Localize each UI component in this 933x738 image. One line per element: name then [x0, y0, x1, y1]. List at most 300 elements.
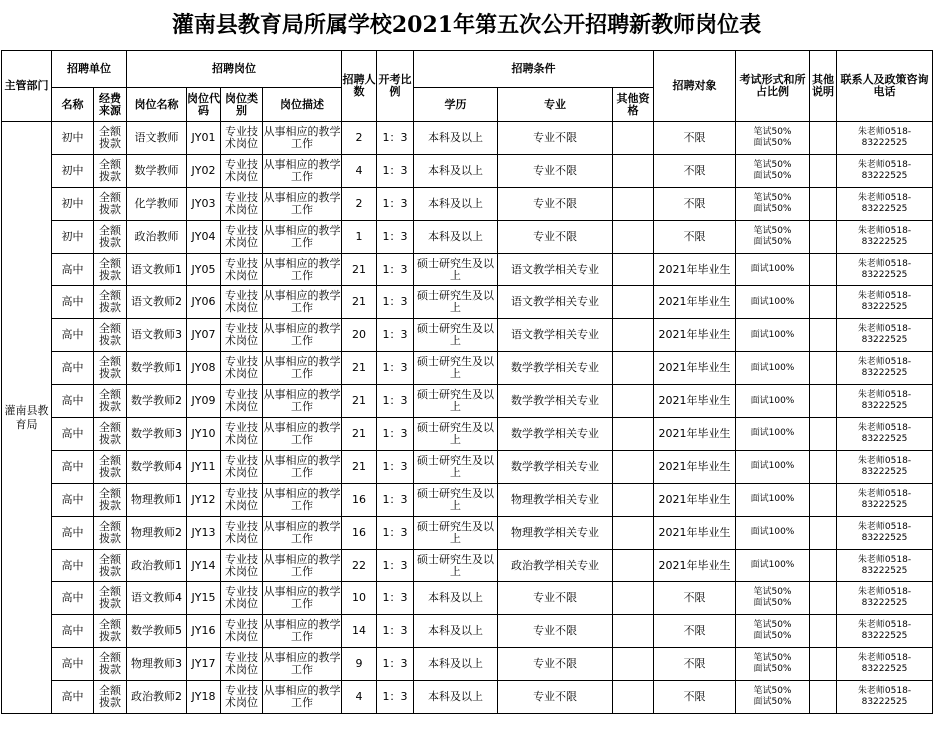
- header-post-name: 岗位名称: [127, 88, 187, 122]
- cell-contact: 朱老师0518-83222525: [837, 615, 933, 648]
- cell-unit: 初中: [52, 187, 94, 220]
- cell-post-name: 政治教师1: [127, 549, 187, 582]
- cell-post-type: 专业技术岗位: [221, 483, 263, 516]
- cell-funding: 全额拨款: [94, 220, 127, 253]
- cell-post-code: JY16: [187, 615, 221, 648]
- cell-exam: 笔试50% 面试50%: [736, 615, 810, 648]
- cell-ratio: 1：3: [377, 549, 414, 582]
- cell-count: 22: [342, 549, 377, 582]
- cell-contact: 朱老师0518-83222525: [837, 582, 933, 615]
- cell-count: 21: [342, 352, 377, 385]
- cell-post-type: 专业技术岗位: [221, 352, 263, 385]
- cell-post-code: JY10: [187, 418, 221, 451]
- cell-major: 语文教学相关专业: [498, 319, 613, 352]
- cell-post-type: 专业技术岗位: [221, 319, 263, 352]
- cell-count: 20: [342, 319, 377, 352]
- table-row: [2, 122, 933, 155]
- header-conditions: 招聘条件: [414, 51, 654, 88]
- cell-count: 2: [342, 122, 377, 155]
- cell-funding: 全额拨款: [94, 615, 127, 648]
- cell-target: 不限: [654, 648, 736, 681]
- cell-exam: 面试100%: [736, 319, 810, 352]
- cell-funding: 全额拨款: [94, 549, 127, 582]
- cell-post-code: JY15: [187, 582, 221, 615]
- cell-other-note: [810, 418, 837, 451]
- cell-post-code: JY18: [187, 681, 221, 714]
- cell-ratio: 1：3: [377, 319, 414, 352]
- table-row: [2, 516, 933, 549]
- cell-post-name: 数学教师2: [127, 385, 187, 418]
- cell-ratio: 1：3: [377, 385, 414, 418]
- cell-exam: 笔试50% 面试50%: [736, 681, 810, 714]
- cell-funding: 全额拨款: [94, 154, 127, 187]
- cell-other-note: [810, 549, 837, 582]
- cell-post-code: JY02: [187, 154, 221, 187]
- cell-contact: 朱老师0518-83222525: [837, 154, 933, 187]
- cell-unit: 高中: [52, 385, 94, 418]
- table-row: [2, 220, 933, 253]
- cell-exam: 笔试50% 面试50%: [736, 582, 810, 615]
- cell-ratio: 1：3: [377, 286, 414, 319]
- header-education: 学历: [414, 88, 498, 122]
- cell-contact: 朱老师0518-83222525: [837, 286, 933, 319]
- header-funding: 经费来源: [94, 88, 127, 122]
- cell-funding: 全额拨款: [94, 582, 127, 615]
- cell-post-desc: 从事相应的教学工作: [263, 450, 342, 483]
- cell-major: 专业不限: [498, 122, 613, 155]
- cell-education: 硕士研究生及以上: [414, 286, 498, 319]
- cell-education: 硕士研究生及以上: [414, 516, 498, 549]
- table-row: [2, 154, 933, 187]
- cell-post-type: 专业技术岗位: [221, 385, 263, 418]
- cell-ratio: 1：3: [377, 516, 414, 549]
- header-other-qual: 其他资格: [613, 88, 654, 122]
- table-row: [2, 582, 933, 615]
- cell-exam: 面试100%: [736, 286, 810, 319]
- cell-funding: 全额拨款: [94, 122, 127, 155]
- cell-contact: 朱老师0518-83222525: [837, 418, 933, 451]
- cell-other-note: [810, 483, 837, 516]
- header-post: 招聘岗位: [127, 51, 342, 88]
- cell-count: 16: [342, 483, 377, 516]
- cell-major: 专业不限: [498, 615, 613, 648]
- cell-post-type: 专业技术岗位: [221, 253, 263, 286]
- cell-post-code: JY09: [187, 385, 221, 418]
- cell-post-name: 数学教师: [127, 154, 187, 187]
- cell-ratio: 1：3: [377, 615, 414, 648]
- cell-major: 专业不限: [498, 187, 613, 220]
- cell-unit: 高中: [52, 615, 94, 648]
- cell-exam: 笔试50% 面试50%: [736, 122, 810, 155]
- cell-target: 不限: [654, 154, 736, 187]
- cell-unit: 高中: [52, 352, 94, 385]
- cell-other-qual: [613, 122, 654, 155]
- cell-target: 不限: [654, 220, 736, 253]
- cell-contact: 朱老师0518-83222525: [837, 681, 933, 714]
- cell-other-qual: [613, 220, 654, 253]
- cell-post-code: JY14: [187, 549, 221, 582]
- cell-major: 语文教学相关专业: [498, 253, 613, 286]
- cell-other-qual: [613, 286, 654, 319]
- cell-target: 2021年毕业生: [654, 286, 736, 319]
- cell-other-qual: [613, 615, 654, 648]
- cell-ratio: 1：3: [377, 418, 414, 451]
- cell-post-code: JY17: [187, 648, 221, 681]
- cell-ratio: 1：3: [377, 648, 414, 681]
- header-post-desc: 岗位描述: [263, 88, 342, 122]
- cell-other-qual: [613, 385, 654, 418]
- cell-post-name: 物理教师3: [127, 648, 187, 681]
- page-title: 灌南县教育局所属学校2021年第五次公开招聘新教师岗位表: [171, 12, 762, 38]
- cell-ratio: 1：3: [377, 681, 414, 714]
- cell-target: 2021年毕业生: [654, 483, 736, 516]
- cell-funding: 全额拨款: [94, 681, 127, 714]
- cell-major: 专业不限: [498, 582, 613, 615]
- cell-post-name: 数学教师1: [127, 352, 187, 385]
- table-row: [2, 319, 933, 352]
- cell-target: 不限: [654, 187, 736, 220]
- cell-funding: 全额拨款: [94, 187, 127, 220]
- cell-education: 本科及以上: [414, 615, 498, 648]
- cell-funding: 全额拨款: [94, 483, 127, 516]
- cell-unit: 高中: [52, 418, 94, 451]
- cell-other-note: [810, 286, 837, 319]
- cell-post-code: JY07: [187, 319, 221, 352]
- cell-post-desc: 从事相应的教学工作: [263, 615, 342, 648]
- cell-education: 本科及以上: [414, 648, 498, 681]
- cell-post-type: 专业技术岗位: [221, 122, 263, 155]
- cell-contact: 朱老师0518-83222525: [837, 385, 933, 418]
- header-unit: 招聘单位: [52, 51, 127, 88]
- cell-target: 2021年毕业生: [654, 450, 736, 483]
- cell-other-qual: [613, 582, 654, 615]
- cell-exam: 笔试50% 面试50%: [736, 154, 810, 187]
- cell-count: 21: [342, 253, 377, 286]
- cell-target: 2021年毕业生: [654, 319, 736, 352]
- cell-count: 21: [342, 418, 377, 451]
- cell-post-type: 专业技术岗位: [221, 615, 263, 648]
- cell-other-note: [810, 385, 837, 418]
- cell-post-desc: 从事相应的教学工作: [263, 352, 342, 385]
- cell-exam: 面试100%: [736, 483, 810, 516]
- cell-exam: 面试100%: [736, 418, 810, 451]
- cell-other-qual: [613, 450, 654, 483]
- cell-other-qual: [613, 418, 654, 451]
- cell-department: 灌南县教育局: [2, 122, 52, 714]
- cell-post-name: 政治教师: [127, 220, 187, 253]
- cell-other-note: [810, 516, 837, 549]
- cell-major: 专业不限: [498, 648, 613, 681]
- cell-post-name: 数学教师4: [127, 450, 187, 483]
- cell-target: 不限: [654, 582, 736, 615]
- header-count: 招聘人数: [342, 51, 377, 122]
- cell-exam: 面试100%: [736, 253, 810, 286]
- cell-post-code: JY12: [187, 483, 221, 516]
- cell-count: 21: [342, 450, 377, 483]
- cell-major: 物理教学相关专业: [498, 483, 613, 516]
- cell-post-desc: 从事相应的教学工作: [263, 418, 342, 451]
- cell-funding: 全额拨款: [94, 648, 127, 681]
- cell-contact: 朱老师0518-83222525: [837, 122, 933, 155]
- cell-other-qual: [613, 154, 654, 187]
- cell-funding: 全额拨款: [94, 253, 127, 286]
- cell-post-desc: 从事相应的教学工作: [263, 681, 342, 714]
- table-row: [2, 648, 933, 681]
- header-post-code: 岗位代码: [187, 88, 221, 122]
- cell-post-desc: 从事相应的教学工作: [263, 582, 342, 615]
- cell-other-qual: [613, 187, 654, 220]
- cell-education: 硕士研究生及以上: [414, 418, 498, 451]
- cell-post-desc: 从事相应的教学工作: [263, 187, 342, 220]
- header-name: 名称: [52, 88, 94, 122]
- cell-post-name: 物理教师2: [127, 516, 187, 549]
- cell-post-desc: 从事相应的教学工作: [263, 286, 342, 319]
- cell-unit: 高中: [52, 286, 94, 319]
- cell-other-qual: [613, 681, 654, 714]
- cell-post-name: 语文教师2: [127, 286, 187, 319]
- cell-post-code: JY04: [187, 220, 221, 253]
- recruitment-table: [1, 50, 933, 714]
- cell-education: 硕士研究生及以上: [414, 319, 498, 352]
- cell-count: 16: [342, 516, 377, 549]
- cell-education: 硕士研究生及以上: [414, 450, 498, 483]
- cell-contact: 朱老师0518-83222525: [837, 220, 933, 253]
- header-post-type: 岗位类别: [221, 88, 263, 122]
- cell-unit: 高中: [52, 319, 94, 352]
- cell-contact: 朱老师0518-83222525: [837, 253, 933, 286]
- cell-count: 21: [342, 385, 377, 418]
- cell-ratio: 1：3: [377, 253, 414, 286]
- cell-post-code: JY06: [187, 286, 221, 319]
- cell-major: 语文教学相关专业: [498, 286, 613, 319]
- cell-exam: 面试100%: [736, 352, 810, 385]
- cell-post-code: JY11: [187, 450, 221, 483]
- header-dept: 主管部门: [2, 51, 52, 122]
- cell-target: 2021年毕业生: [654, 352, 736, 385]
- cell-post-desc: 从事相应的教学工作: [263, 648, 342, 681]
- cell-contact: 朱老师0518-83222525: [837, 648, 933, 681]
- cell-post-name: 数学教师3: [127, 418, 187, 451]
- cell-post-desc: 从事相应的教学工作: [263, 319, 342, 352]
- cell-other-qual: [613, 253, 654, 286]
- table-body: [2, 122, 933, 714]
- cell-education: 本科及以上: [414, 681, 498, 714]
- cell-post-code: JY13: [187, 516, 221, 549]
- cell-contact: 朱老师0518-83222525: [837, 187, 933, 220]
- cell-contact: 朱老师0518-83222525: [837, 319, 933, 352]
- cell-education: 本科及以上: [414, 187, 498, 220]
- cell-contact: 朱老师0518-83222525: [837, 450, 933, 483]
- cell-exam: 笔试50% 面试50%: [736, 648, 810, 681]
- cell-target: 不限: [654, 681, 736, 714]
- cell-major: 政治教学相关专业: [498, 549, 613, 582]
- cell-post-type: 专业技术岗位: [221, 549, 263, 582]
- cell-target: 不限: [654, 122, 736, 155]
- cell-major: 数学教学相关专业: [498, 352, 613, 385]
- table-row: [2, 253, 933, 286]
- header-exam: 考试形式和所占比例: [736, 51, 810, 122]
- cell-education: 本科及以上: [414, 220, 498, 253]
- cell-other-note: [810, 122, 837, 155]
- cell-ratio: 1：3: [377, 582, 414, 615]
- cell-education: 本科及以上: [414, 582, 498, 615]
- cell-post-type: 专业技术岗位: [221, 286, 263, 319]
- table-row: [2, 418, 933, 451]
- cell-post-name: 化学教师: [127, 187, 187, 220]
- cell-other-note: [810, 648, 837, 681]
- cell-count: 4: [342, 154, 377, 187]
- cell-post-desc: 从事相应的教学工作: [263, 122, 342, 155]
- cell-unit: 高中: [52, 483, 94, 516]
- table-row: [2, 286, 933, 319]
- cell-post-name: 语文教师3: [127, 319, 187, 352]
- cell-unit: 高中: [52, 681, 94, 714]
- cell-count: 10: [342, 582, 377, 615]
- cell-major: 数学教学相关专业: [498, 418, 613, 451]
- table-row: [2, 187, 933, 220]
- table-row: [2, 352, 933, 385]
- cell-education: 本科及以上: [414, 154, 498, 187]
- table-row: [2, 681, 933, 714]
- cell-post-desc: 从事相应的教学工作: [263, 154, 342, 187]
- cell-target: 2021年毕业生: [654, 418, 736, 451]
- cell-education: 硕士研究生及以上: [414, 352, 498, 385]
- cell-contact: 朱老师0518-83222525: [837, 483, 933, 516]
- table-row: [2, 385, 933, 418]
- cell-post-name: 物理教师1: [127, 483, 187, 516]
- cell-count: 21: [342, 286, 377, 319]
- cell-post-desc: 从事相应的教学工作: [263, 516, 342, 549]
- cell-post-type: 专业技术岗位: [221, 418, 263, 451]
- cell-unit: 高中: [52, 648, 94, 681]
- cell-other-note: [810, 220, 837, 253]
- cell-post-desc: 从事相应的教学工作: [263, 253, 342, 286]
- cell-post-name: 语文教师1: [127, 253, 187, 286]
- header-target: 招聘对象: [654, 51, 736, 122]
- cell-ratio: 1：3: [377, 122, 414, 155]
- cell-other-note: [810, 450, 837, 483]
- cell-unit: 初中: [52, 122, 94, 155]
- cell-contact: 朱老师0518-83222525: [837, 352, 933, 385]
- cell-major: 数学教学相关专业: [498, 385, 613, 418]
- cell-other-note: [810, 582, 837, 615]
- cell-exam: 面试100%: [736, 549, 810, 582]
- cell-other-note: [810, 352, 837, 385]
- cell-target: 不限: [654, 615, 736, 648]
- cell-post-desc: 从事相应的教学工作: [263, 483, 342, 516]
- cell-education: 本科及以上: [414, 122, 498, 155]
- cell-ratio: 1：3: [377, 187, 414, 220]
- cell-other-qual: [613, 648, 654, 681]
- cell-post-name: 政治教师2: [127, 681, 187, 714]
- cell-post-type: 专业技术岗位: [221, 450, 263, 483]
- cell-post-type: 专业技术岗位: [221, 582, 263, 615]
- cell-ratio: 1：3: [377, 483, 414, 516]
- cell-count: 9: [342, 648, 377, 681]
- cell-exam: 面试100%: [736, 516, 810, 549]
- cell-contact: 朱老师0518-83222525: [837, 516, 933, 549]
- cell-ratio: 1：3: [377, 220, 414, 253]
- cell-post-type: 专业技术岗位: [221, 220, 263, 253]
- cell-other-note: [810, 154, 837, 187]
- cell-post-desc: 从事相应的教学工作: [263, 220, 342, 253]
- cell-count: 4: [342, 681, 377, 714]
- cell-target: 2021年毕业生: [654, 253, 736, 286]
- cell-contact: 朱老师0518-83222525: [837, 549, 933, 582]
- cell-exam: 面试100%: [736, 450, 810, 483]
- cell-post-type: 专业技术岗位: [221, 187, 263, 220]
- cell-other-qual: [613, 516, 654, 549]
- cell-education: 硕士研究生及以上: [414, 549, 498, 582]
- cell-other-note: [810, 319, 837, 352]
- cell-post-name: 数学教师5: [127, 615, 187, 648]
- cell-post-desc: 从事相应的教学工作: [263, 385, 342, 418]
- cell-funding: 全额拨款: [94, 385, 127, 418]
- cell-exam: 笔试50% 面试50%: [736, 220, 810, 253]
- cell-funding: 全额拨款: [94, 319, 127, 352]
- cell-funding: 全额拨款: [94, 286, 127, 319]
- header-other-note: 其他说明: [810, 51, 837, 122]
- header-major: 专业: [498, 88, 613, 122]
- cell-post-type: 专业技术岗位: [221, 648, 263, 681]
- cell-funding: 全额拨款: [94, 450, 127, 483]
- table-row: [2, 483, 933, 516]
- cell-major: 数学教学相关专业: [498, 450, 613, 483]
- cell-exam: 笔试50% 面试50%: [736, 187, 810, 220]
- cell-unit: 高中: [52, 450, 94, 483]
- table-row: [2, 615, 933, 648]
- cell-unit: 初中: [52, 220, 94, 253]
- cell-major: 专业不限: [498, 220, 613, 253]
- cell-count: 1: [342, 220, 377, 253]
- cell-other-note: [810, 253, 837, 286]
- cell-post-desc: 从事相应的教学工作: [263, 549, 342, 582]
- cell-other-qual: [613, 549, 654, 582]
- cell-post-code: JY01: [187, 122, 221, 155]
- cell-count: 14: [342, 615, 377, 648]
- cell-unit: 初中: [52, 154, 94, 187]
- cell-other-qual: [613, 352, 654, 385]
- cell-education: 硕士研究生及以上: [414, 483, 498, 516]
- cell-unit: 高中: [52, 582, 94, 615]
- cell-education: 硕士研究生及以上: [414, 253, 498, 286]
- cell-target: 2021年毕业生: [654, 516, 736, 549]
- header-ratio: 开考比例: [377, 51, 414, 122]
- cell-post-type: 专业技术岗位: [221, 154, 263, 187]
- cell-post-code: JY03: [187, 187, 221, 220]
- cell-other-note: [810, 187, 837, 220]
- cell-funding: 全额拨款: [94, 418, 127, 451]
- cell-post-type: 专业技术岗位: [221, 681, 263, 714]
- cell-unit: 高中: [52, 253, 94, 286]
- table-row: [2, 450, 933, 483]
- cell-other-note: [810, 615, 837, 648]
- cell-post-type: 专业技术岗位: [221, 516, 263, 549]
- cell-major: 专业不限: [498, 154, 613, 187]
- cell-target: 2021年毕业生: [654, 385, 736, 418]
- cell-ratio: 1：3: [377, 352, 414, 385]
- header-contact: 联系人及政策咨询电话: [837, 51, 933, 122]
- cell-major: 专业不限: [498, 681, 613, 714]
- cell-ratio: 1：3: [377, 154, 414, 187]
- cell-post-name: 语文教师: [127, 122, 187, 155]
- cell-count: 2: [342, 187, 377, 220]
- cell-education: 硕士研究生及以上: [414, 385, 498, 418]
- cell-other-note: [810, 681, 837, 714]
- cell-ratio: 1：3: [377, 450, 414, 483]
- cell-target: 2021年毕业生: [654, 549, 736, 582]
- cell-post-name: 语文教师4: [127, 582, 187, 615]
